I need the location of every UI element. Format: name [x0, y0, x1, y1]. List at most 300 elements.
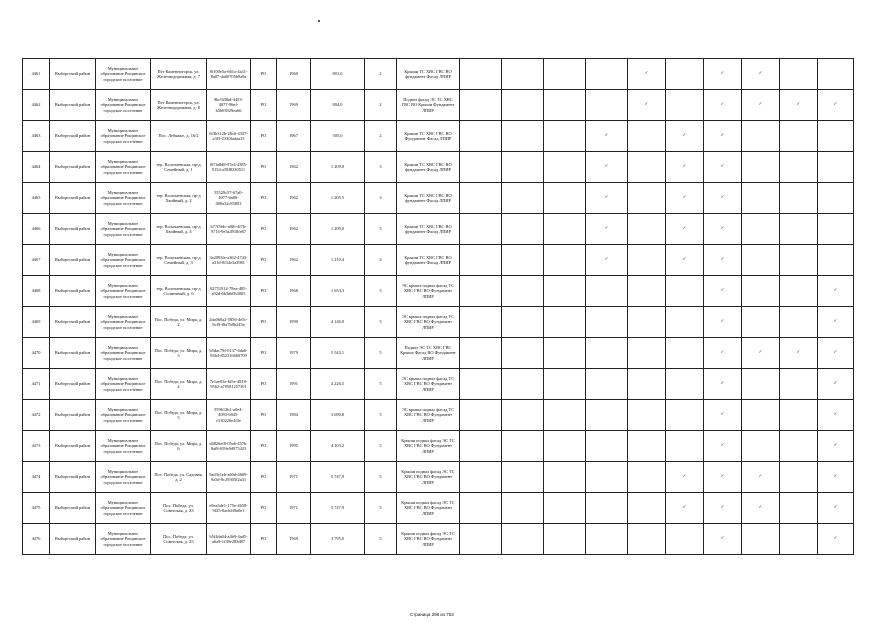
check-cell	[818, 462, 854, 493]
check-cell	[742, 369, 780, 400]
check-cell	[666, 400, 704, 431]
row-number: 4476	[23, 524, 50, 555]
check-cell	[704, 400, 742, 431]
check-cell	[586, 90, 628, 121]
object-id-cell: 6f3b312b-28c6-4337-a3f5-2330fadaa15	[207, 121, 251, 152]
check-cell	[586, 493, 628, 524]
check-cell	[704, 59, 742, 90]
table-row	[23, 121, 854, 152]
check-cell	[628, 276, 666, 307]
check-mark-icon: ✓	[720, 443, 725, 449]
check-cell	[460, 307, 502, 338]
ownership-type-cell: РО	[251, 493, 277, 524]
object-id-cell: 9bc920bd-4453-4077-96ef-b5b03929ea66	[207, 90, 251, 121]
object-id-cell: b5dac79f-0137-4da6-93b4-852316660709	[207, 338, 251, 369]
area-cell: 804,0	[311, 90, 365, 121]
check-cell	[704, 307, 742, 338]
check-cell	[780, 493, 818, 524]
floors-cell: 5	[365, 307, 397, 338]
municipality-cell: Муниципальное образование Рощинское городское поселение	[96, 59, 151, 90]
row-number: 4473	[23, 431, 50, 462]
area-cell: 4 103,2	[311, 431, 365, 462]
build-year-cell: 1962	[277, 214, 311, 245]
check-mark-icon: ✓	[604, 133, 609, 139]
object-id-cell: 3a2093fe-a362-4743-a31d-0f34e3a3981	[207, 245, 251, 276]
municipality-cell: Муниципальное образование Рощинское городское поселение	[96, 400, 151, 431]
municipality-cell: Муниципальное образование Рощинское городское поселение	[96, 245, 151, 276]
check-cell	[628, 90, 666, 121]
floors-cell: 2	[365, 90, 397, 121]
row-number: 4467	[23, 245, 50, 276]
work-types-cell: ЭС крыша подвал фасад ТС ХВС ГВС ВО Фундамент ЛПИР	[397, 369, 460, 400]
floors-cell: 3	[365, 214, 397, 245]
ownership-type-cell: РО	[251, 276, 277, 307]
row-number: 4469	[23, 307, 50, 338]
address-cell: Пос. Победа, ул. Мира, д. 3	[151, 338, 207, 369]
check-cell	[628, 400, 666, 431]
check-cell	[460, 183, 502, 214]
table-row	[23, 276, 854, 307]
check-mark-icon: ✓	[720, 71, 725, 77]
row-number: 4463	[23, 121, 50, 152]
check-cell	[502, 431, 544, 462]
check-cell	[704, 462, 742, 493]
check-cell	[460, 493, 502, 524]
check-cell	[666, 369, 704, 400]
build-year-cell: 1969	[277, 90, 311, 121]
ownership-type-cell: РО	[251, 369, 277, 400]
area-cell: 505,0	[311, 121, 365, 152]
check-cell	[704, 276, 742, 307]
ownership-type-cell: РО	[251, 183, 277, 214]
district-cell: Выборгский район	[50, 369, 96, 400]
check-cell	[628, 431, 666, 462]
check-cell	[780, 338, 818, 369]
check-cell	[818, 59, 854, 90]
check-cell	[818, 369, 854, 400]
floors-cell: 5	[365, 400, 397, 431]
municipality-cell: Муниципальное образование Рощинское городское поселение	[96, 462, 151, 493]
check-cell	[628, 307, 666, 338]
check-cell	[544, 121, 586, 152]
check-cell	[666, 59, 704, 90]
work-types-cell: Крыши ТС ХВС ГВС ВО фундамент Фасад ЛПИР	[397, 183, 460, 214]
check-cell	[460, 90, 502, 121]
build-year-cell: 1960	[277, 59, 311, 90]
check-cell	[628, 183, 666, 214]
check-cell	[502, 90, 544, 121]
work-types-cell: Крыши ТС ХВС ГВС ВО Фундамент Фасад ЛПИР	[397, 121, 460, 152]
check-cell	[818, 400, 854, 431]
build-year-cell: 1971	[277, 462, 311, 493]
check-cell	[666, 431, 704, 462]
build-year-cell: 1991	[277, 369, 311, 400]
page-footer: Страница 298 из 753	[410, 612, 454, 617]
district-cell: Выборгский район	[50, 245, 96, 276]
work-types-cell: Крыши подвал фасад ЭС ТС ХВС ГВС ВО Фундамент ЛПИР	[397, 462, 460, 493]
floors-cell: 2	[365, 121, 397, 152]
object-id-cell: e9ea3de1-175e-4658-9f25-0acb4f9a0e1	[207, 493, 251, 524]
check-cell	[742, 307, 780, 338]
check-cell	[544, 338, 586, 369]
check-cell	[704, 214, 742, 245]
check-cell	[818, 183, 854, 214]
check-cell	[742, 59, 780, 90]
check-cell	[628, 152, 666, 183]
district-cell: Выборгский район	[50, 493, 96, 524]
check-mark-icon: ✓	[758, 474, 763, 480]
area-cell: 1 209,0	[311, 214, 365, 245]
check-cell	[586, 431, 628, 462]
check-mark-icon: ✓	[758, 505, 763, 511]
check-cell	[666, 214, 704, 245]
check-cell	[544, 431, 586, 462]
check-cell	[780, 152, 818, 183]
check-cell	[704, 431, 742, 462]
check-mark-icon: ✓	[833, 505, 838, 511]
municipality-cell: Муниципальное образование Рощинское городское поселение	[96, 90, 151, 121]
address-cell: Пос. Лебяжье, д. 16/2	[151, 121, 207, 152]
check-mark-icon: ✓	[682, 257, 687, 263]
build-year-cell: 1967	[277, 121, 311, 152]
check-mark-icon: ✓	[682, 195, 687, 201]
ownership-type-cell: РО	[251, 121, 277, 152]
table-row	[23, 369, 854, 400]
check-cell	[666, 152, 704, 183]
row-number: 4471	[23, 369, 50, 400]
check-cell	[628, 338, 666, 369]
check-cell	[780, 369, 818, 400]
check-cell	[780, 400, 818, 431]
build-year-cell: 1971	[277, 493, 311, 524]
check-cell	[502, 152, 544, 183]
check-cell	[460, 369, 502, 400]
floors-cell: 5	[365, 493, 397, 524]
check-cell	[818, 152, 854, 183]
check-cell	[586, 307, 628, 338]
table-row	[23, 307, 854, 338]
check-cell	[460, 214, 502, 245]
check-cell	[704, 152, 742, 183]
municipality-cell: Муниципальное образование Рощинское городское поселение	[96, 214, 151, 245]
check-cell	[818, 121, 854, 152]
object-id-cell: 9ad3e1eb-a60d-4609-9a5d-8c29305f2a31	[207, 462, 251, 493]
ownership-type-cell: РО	[251, 462, 277, 493]
check-mark-icon: ✓	[604, 257, 609, 263]
work-types-cell: Крыши подвал фасад ЭС ТС ХВС ГВС ВО Фундамент ЛПИР	[397, 431, 460, 462]
table-row	[23, 152, 854, 183]
area-cell: 3 795,0	[311, 524, 365, 555]
district-cell: Выборгский район	[50, 276, 96, 307]
municipality-cell: Муниципальное образование Рощинское городское поселение	[96, 183, 151, 214]
row-number: 4475	[23, 493, 50, 524]
row-number: 4464	[23, 152, 50, 183]
check-cell	[780, 59, 818, 90]
check-cell	[780, 431, 818, 462]
work-types-cell: Крыши подвал фасад ЭС ТС ХВС ГВС ВО Фундамент ЛПИР	[397, 524, 460, 555]
table-row	[23, 183, 854, 214]
ownership-type-cell: РО	[251, 214, 277, 245]
check-mark-icon: ✓	[833, 288, 838, 294]
object-id-cell: 02751912-78ea-485-a92d-6b3ab0b3005	[207, 276, 251, 307]
district-cell: Выборгский район	[50, 431, 96, 462]
ownership-type-cell: РО	[251, 59, 277, 90]
check-cell	[628, 214, 666, 245]
check-mark-icon: ✓	[720, 257, 725, 263]
check-mark-icon: ✓	[720, 288, 725, 294]
check-mark-icon: ✓	[758, 102, 763, 108]
floors-cell: 5	[365, 524, 397, 555]
floors-cell: 5	[365, 431, 397, 462]
check-cell	[780, 183, 818, 214]
check-cell	[544, 400, 586, 431]
district-cell: Выборгский район	[50, 400, 96, 431]
check-cell	[544, 214, 586, 245]
work-types-cell: Крыши подвал фасад ЭС ТС ХВС ГВС ВО Фундамент ЛПИР	[397, 493, 460, 524]
check-mark-icon: ✓	[682, 474, 687, 480]
object-id-cell: b77f5fdc-a0f6-4f7b-9714-9e5a4918fe67	[207, 214, 251, 245]
work-types-cell: Крыши ТС ХВС ГВС ВО фундамент Фасад ЛПИР	[397, 245, 460, 276]
municipality-cell: Муниципальное образование Рощинское городское поселение	[96, 276, 151, 307]
check-cell	[780, 245, 818, 276]
check-cell	[742, 121, 780, 152]
district-cell: Выборгский район	[50, 90, 96, 121]
check-cell	[666, 183, 704, 214]
address-cell: тер. Волочаевская, пр-д Хвойный, д. 2	[151, 183, 207, 214]
check-cell	[818, 493, 854, 524]
check-cell	[544, 245, 586, 276]
district-cell: Выборгский район	[50, 183, 96, 214]
check-cell	[460, 152, 502, 183]
check-cell	[742, 152, 780, 183]
check-cell	[666, 121, 704, 152]
check-cell	[586, 524, 628, 555]
ownership-type-cell: РО	[251, 90, 277, 121]
check-cell	[460, 276, 502, 307]
check-cell	[460, 462, 502, 493]
check-cell	[502, 183, 544, 214]
area-cell: 1 210,4	[311, 245, 365, 276]
check-cell	[586, 121, 628, 152]
object-id-cell: 2da060a2-5856-4e5c-8cf9-f8a7b8b245a	[207, 307, 251, 338]
row-number: 4470	[23, 338, 50, 369]
work-types-cell: Подвал фасад ЭС ТС ХВС ГВС ВО Крыши Фундамент ЛПИР	[397, 90, 460, 121]
check-cell	[704, 183, 742, 214]
check-cell	[666, 493, 704, 524]
check-cell	[666, 338, 704, 369]
area-cell: 4 226,5	[311, 369, 365, 400]
check-cell	[502, 59, 544, 90]
table-row	[23, 493, 854, 524]
address-cell: Пос. Победа, ул. Советская, д. 23	[151, 493, 207, 524]
check-mark-icon: ✓	[682, 505, 687, 511]
check-mark-icon: ✓	[833, 102, 838, 108]
check-mark-icon: ✓	[833, 319, 838, 325]
check-cell	[544, 276, 586, 307]
object-id-cell: 559612b1-a0e4-4093-b945-c530226e4f3e	[207, 400, 251, 431]
check-cell	[586, 245, 628, 276]
ownership-type-cell: РО	[251, 338, 277, 369]
check-cell	[544, 307, 586, 338]
area-cell: 1 653,3	[311, 276, 365, 307]
table-row	[23, 431, 854, 462]
check-cell	[628, 462, 666, 493]
check-cell	[586, 59, 628, 90]
check-mark-icon: ✓	[833, 443, 838, 449]
district-cell: Выборгский район	[50, 59, 96, 90]
address-cell: Пгт Каменногорск, ул. Железнодорожная, д. 8	[151, 90, 207, 121]
check-cell	[742, 338, 780, 369]
table-row	[23, 214, 854, 245]
check-cell	[704, 369, 742, 400]
check-mark-icon: ✓	[720, 319, 725, 325]
check-mark-icon: ✓	[720, 412, 725, 418]
register-rows	[23, 59, 854, 555]
work-types-cell: Крыши ТС ХВС ГВС ВО фундамент Фасад ЛПИР	[397, 152, 460, 183]
check-mark-icon: ✓	[604, 164, 609, 170]
row-number: 4462	[23, 90, 50, 121]
check-cell	[460, 400, 502, 431]
check-cell	[704, 90, 742, 121]
floors-cell: 5	[365, 462, 397, 493]
floors-cell: 2	[365, 59, 397, 90]
check-cell	[818, 307, 854, 338]
address-cell: Пос. Победа, ул. Садовая, д. 2	[151, 462, 207, 493]
work-types-cell: ЭС крыша подвал фасад ТС ХВС ГВС ВО Фундамент ЛПИР	[397, 400, 460, 431]
ownership-type-cell: РО	[251, 307, 277, 338]
check-cell	[818, 338, 854, 369]
work-types-cell: Крыши ТС ХВС ГВС ВО фундамент Фасад ЛПИР	[397, 214, 460, 245]
build-year-cell: 1979	[277, 338, 311, 369]
object-id-cell: b5f4da04-a4b9-4ad5-a6a9-1f39e283d87	[207, 524, 251, 555]
area-cell: 5 543,1	[311, 338, 365, 369]
address-cell: Пос. Победа, ул. Советская, д. 25	[151, 524, 207, 555]
row-number: 4472	[23, 400, 50, 431]
check-cell	[666, 307, 704, 338]
check-cell	[628, 493, 666, 524]
check-mark-icon: ✓	[833, 474, 838, 480]
check-cell	[586, 369, 628, 400]
check-cell	[780, 524, 818, 555]
row-number: 4466	[23, 214, 50, 245]
check-cell	[502, 214, 544, 245]
ownership-type-cell: РО	[251, 152, 277, 183]
check-cell	[628, 245, 666, 276]
check-cell	[502, 493, 544, 524]
check-cell	[502, 121, 544, 152]
work-types-cell: Крыши ТС ХВС ГВС ВО фундамент Фасад ЛПИР	[397, 59, 460, 90]
check-cell	[704, 121, 742, 152]
check-cell	[780, 307, 818, 338]
check-cell	[742, 462, 780, 493]
address-cell: Пгт Каменногорск, ул. Железнодорожная, д. 7	[151, 59, 207, 90]
floors-cell: 5	[365, 338, 397, 369]
check-cell	[502, 276, 544, 307]
municipality-cell: Муниципальное образование Рощинское городское поселение	[96, 307, 151, 338]
row-number: 4468	[23, 276, 50, 307]
build-year-cell: 1969	[277, 524, 311, 555]
object-id-cell: 8f100e5a-661a-4a31-8a07-da00705b9a9a	[207, 59, 251, 90]
address-cell: Пос. Победа, ул. Мира, д. 2	[151, 307, 207, 338]
table-row	[23, 462, 854, 493]
check-cell	[586, 462, 628, 493]
build-year-cell: 1990	[277, 307, 311, 338]
check-cell	[818, 431, 854, 462]
check-cell	[780, 462, 818, 493]
municipality-cell: Муниципальное образование Рощинское городское поселение	[96, 121, 151, 152]
check-cell	[704, 338, 742, 369]
build-year-cell: 1962	[277, 152, 311, 183]
address-cell: тер. Волочаевская, пр-д Семейный, д. 3	[151, 245, 207, 276]
check-cell	[742, 90, 780, 121]
municipality-cell: Муниципальное образование Рощинское городское поселение	[96, 524, 151, 555]
housing-register-table	[22, 58, 854, 555]
address-cell: Пос. Победа, ул. Мира, д. 5	[151, 400, 207, 431]
object-id-cell: 55529c57-67a0-4077-ba00-000a32c85803	[207, 183, 251, 214]
check-cell	[586, 183, 628, 214]
area-cell: 801,0	[311, 59, 365, 90]
check-mark-icon: ✓	[833, 536, 838, 542]
table-row	[23, 90, 854, 121]
table-row	[23, 524, 854, 555]
check-cell	[742, 524, 780, 555]
check-cell	[544, 183, 586, 214]
check-cell	[502, 338, 544, 369]
check-cell	[818, 276, 854, 307]
row-number: 4461	[23, 59, 50, 90]
table-row	[23, 338, 854, 369]
check-cell	[502, 369, 544, 400]
area-cell: 4 146,0	[311, 307, 365, 338]
work-types-cell: ЭС крыша подвал фасад ТС ХВС ГВС ВО Фундамент ЛПИР	[397, 307, 460, 338]
district-cell: Выборгский район	[50, 121, 96, 152]
check-cell	[502, 462, 544, 493]
check-mark-icon: ✓	[720, 536, 725, 542]
check-cell	[502, 245, 544, 276]
municipality-cell: Муниципальное образование Рощинское городское поселение	[96, 431, 151, 462]
address-cell: Пос. Победа, ул. Мира, д. 4	[151, 369, 207, 400]
check-cell	[742, 431, 780, 462]
check-mark-icon: ✓	[833, 412, 838, 418]
check-cell	[818, 214, 854, 245]
ownership-type-cell: РО	[251, 400, 277, 431]
check-cell	[544, 90, 586, 121]
address-cell: тер. Волочаевская, пр-д Семейный, д. 1	[151, 152, 207, 183]
check-mark-icon: ✓	[720, 474, 725, 480]
floors-cell: 3	[365, 183, 397, 214]
build-year-cell: 1962	[277, 183, 311, 214]
check-mark-icon: ✓	[833, 381, 838, 387]
row-number: 4465	[23, 183, 50, 214]
table-row	[23, 245, 854, 276]
check-cell	[666, 524, 704, 555]
check-cell	[502, 524, 544, 555]
check-mark-icon: ✓	[644, 102, 649, 108]
check-cell	[666, 245, 704, 276]
check-cell	[628, 59, 666, 90]
check-cell	[628, 121, 666, 152]
check-mark-icon: ✓	[720, 381, 725, 387]
check-mark-icon: ✓	[682, 133, 687, 139]
area-cell: 1 205,5	[311, 183, 365, 214]
municipality-cell: Муниципальное образование Рощинское городское поселение	[96, 338, 151, 369]
check-cell	[780, 214, 818, 245]
district-cell: Выборгский район	[50, 307, 96, 338]
check-cell	[818, 524, 854, 555]
floors-cell: 5	[365, 369, 397, 400]
check-cell	[544, 369, 586, 400]
check-cell	[460, 431, 502, 462]
